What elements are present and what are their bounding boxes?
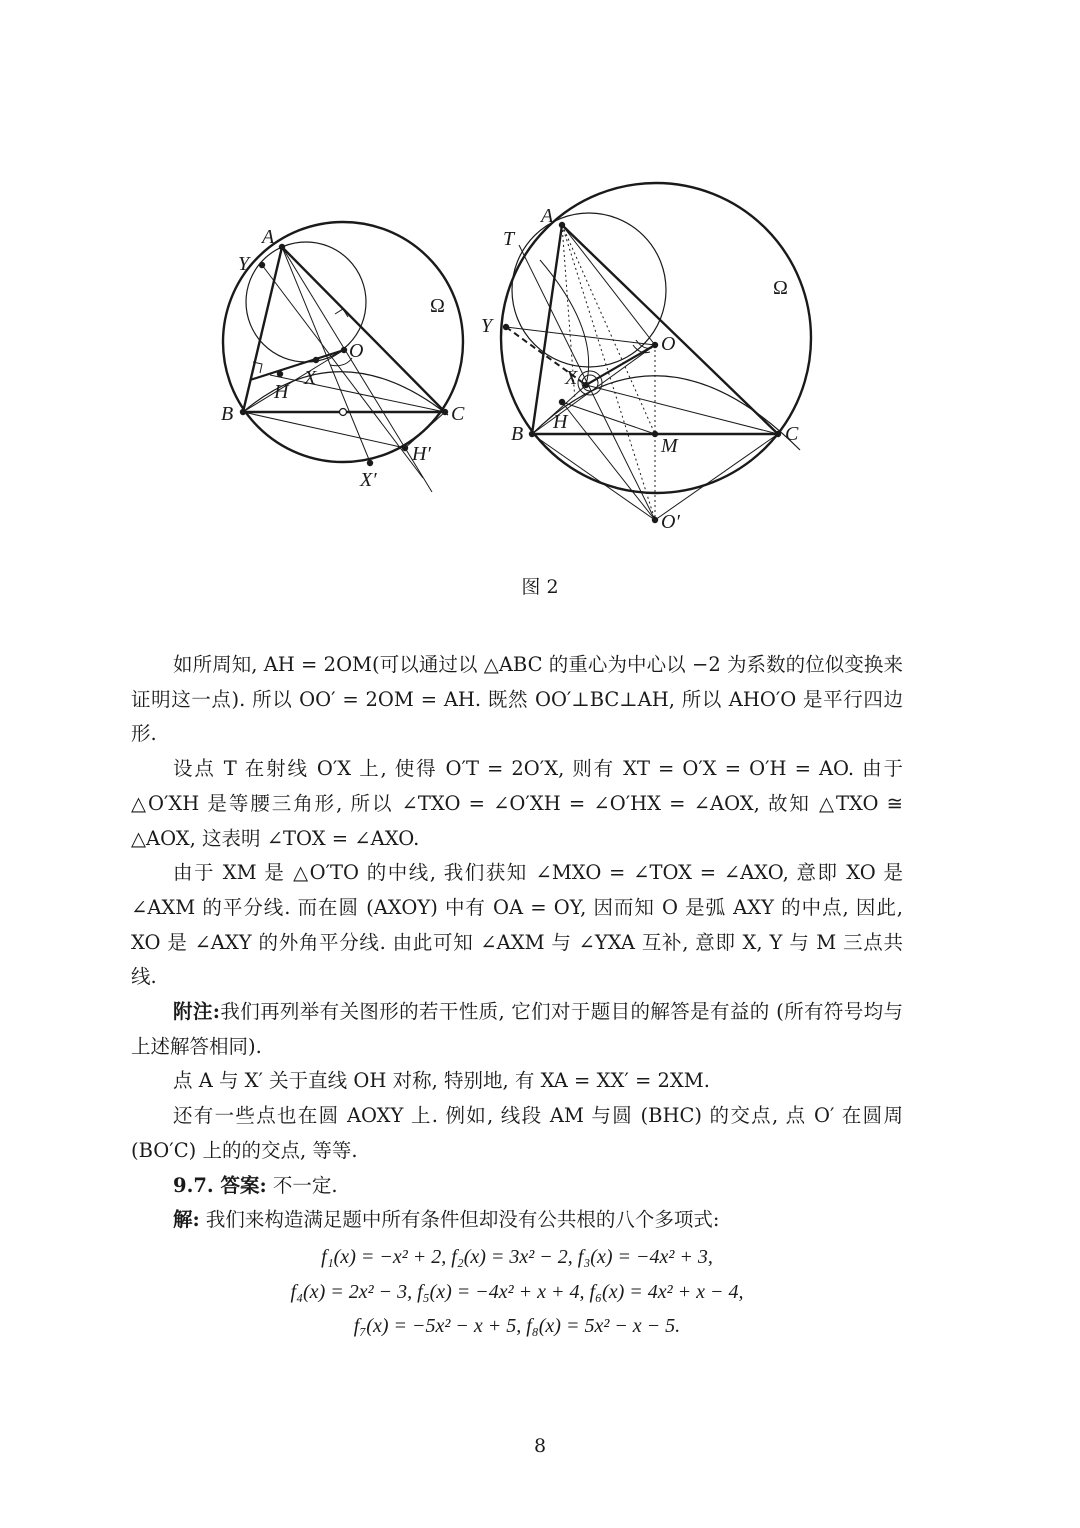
answer-label: 9.7. 答案: — [173, 1173, 267, 1197]
page-number: 8 — [533, 1435, 547, 1457]
label-left-Omega: Ω — [430, 295, 445, 317]
label-right-T: T — [503, 228, 515, 250]
geometry-figure — [0, 0, 1080, 560]
label-right-Oprime: O′ — [661, 511, 680, 533]
label-left-Hprime: H′ — [412, 443, 431, 465]
label-right-C: C — [785, 423, 799, 445]
body-text — [131, 648, 903, 1344]
label-left-H: H — [274, 381, 289, 403]
paragraph-5: 点 A 与 X′ 关于直线 OH 对称, 特别地, 有 XA = XX′ = 2XM. — [173, 1069, 710, 1093]
paragraph-6: 还有一些点也在圆 AOXY 上. 例如, 线段 AM 与圆 (BHC) 的交点, 点 O′ 在圆周 (BO′C) 上的的交点, 等等. — [131, 1104, 903, 1162]
label-right-Y: Y — [481, 315, 493, 337]
figure-points — [240, 222, 781, 523]
paragraph-3: 由于 XM 是 △O′TO 的中线, 我们获知 ∠MXO = ∠TOX = ∠AXO, 意即 XO 是 ∠AXM 的平分线. 而在圆 (AXOY) 中有 OA = OY, 因而知 O 是弧 AXY 的中点, 因此, XO 是 ∠AXY 的外角平分线. 由此可知 ∠AXM 与 ∠YXA 互补, 意即 X, Y 与 M 三点共线. — [131, 861, 903, 989]
right-figure — [501, 183, 811, 520]
label-right-Omega: Ω — [773, 277, 788, 299]
label-right-B: B — [511, 423, 524, 445]
formula-line-1: f₁(x) = −x² + 2, f₂(x) = 3x² − 2, f₃(x) = −4x² + 3, — [321, 1245, 713, 1268]
label-right-O: O — [661, 333, 676, 355]
note-text: 我们再列举有关图形的若干性质, 它们对于题目的解答是有益的 (所有符号均与上述解答相同). — [131, 1000, 903, 1058]
formula-line-2: f₄(x) = 2x² − 3, f₅(x) = −4x² + x + 4, f₆(x) = 4x² + x − 4, — [290, 1280, 744, 1303]
label-left-O: O — [349, 340, 364, 362]
solution-line — [131, 1203, 903, 1238]
answer-line — [131, 1169, 903, 1204]
formula-line-3: f₇(x) = −5x² − x + 5, f₈(x) = 5x² − x − 5. — [353, 1315, 681, 1338]
note-label: 附注: — [173, 1000, 220, 1024]
label-left-A: A — [262, 226, 275, 248]
solution-text: 我们来构造满足题中所有条件但却没有公共根的八个多项式: — [199, 1208, 720, 1232]
polynomial-list — [131, 1240, 903, 1344]
figure-caption: 图 2 — [521, 576, 559, 598]
paragraph-2: 设点 T 在射线 O′X 上, 使得 O′T = 2O′X, 则有 XT = O′X = O′H = AO. 由于 △O′XH 是等腰三角形, 所以 ∠TXO = ∠O′XH = ∠O′HX = ∠AOX, 故知 △TXO ≅ △AOX, 这表明 ∠TOX = ∠AXO. — [131, 757, 903, 850]
label-right-X: X — [565, 367, 578, 389]
label-right-H: H — [553, 411, 568, 433]
label-right-A: A — [541, 205, 554, 227]
paragraph-1: 如所周知, AH = 2OM(可以通过以 △ABC 的重心为中心以 −2 为系数的位似变换来证明这一点). 所以 OO′ = 2OM = AH. 既然 OO′⊥BC⊥AH, 所以 AHO′O 是平行四边形. — [131, 653, 903, 746]
answer-text: 不一定. — [266, 1173, 338, 1197]
label-right-M: M — [661, 435, 678, 457]
label-left-B: B — [221, 403, 234, 425]
solution-label: 解: — [173, 1208, 200, 1232]
paragraph-note — [131, 995, 903, 1064]
label-left-Xprime: X′ — [360, 469, 377, 491]
label-left-Y: Y — [238, 253, 250, 275]
right-circumcircle — [501, 183, 811, 493]
left-small-circle — [246, 242, 366, 362]
label-left-C: C — [451, 403, 465, 425]
label-left-X: X — [304, 367, 317, 389]
